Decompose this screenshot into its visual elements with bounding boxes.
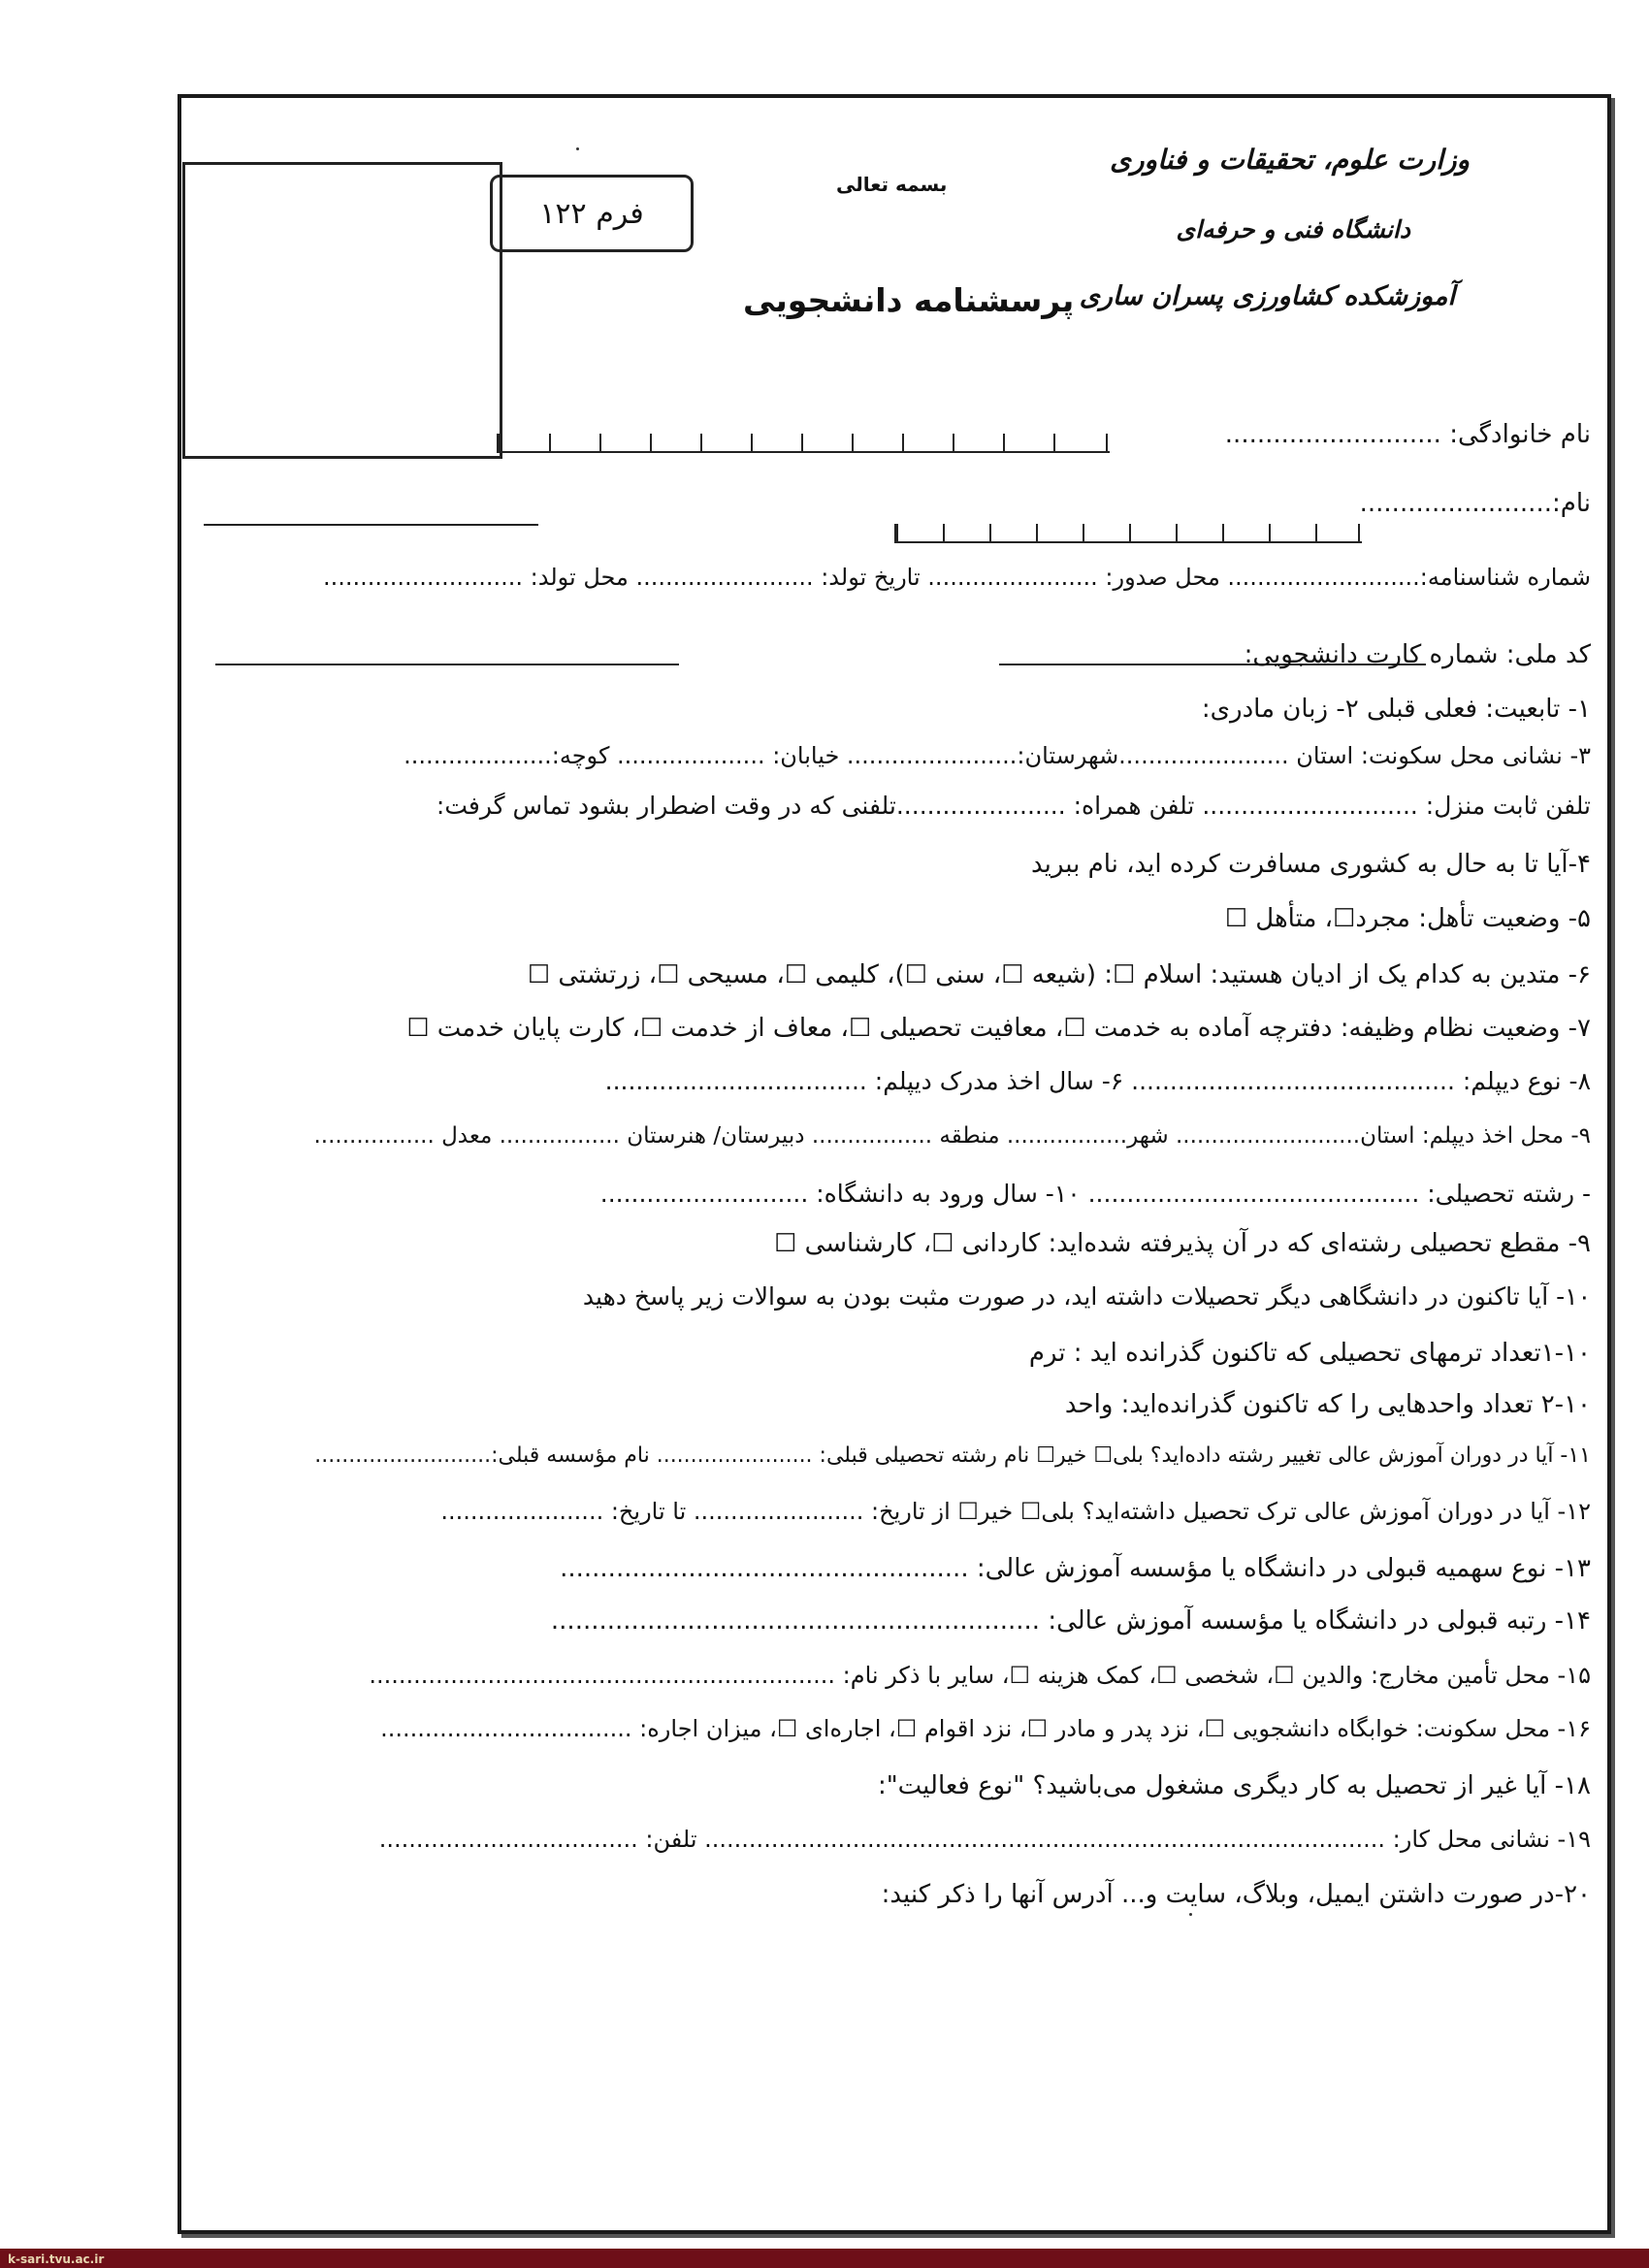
line-employment: ۱۸- آیا غیر از تحصیل به کار دیگری مشغول می‌باشید؟ "نوع فعالیت": [877,1771,1591,1800]
line-religion: ۶- متدین به کدام یک از ادیان هستید: اسلام ☐: (شیعه ☐، سنی ☐)، کلیمی ☐، مسیحی ☐، زرتشتی ☐ [527,960,1591,989]
student-card-line [215,664,679,665]
footer-link[interactable]: k-sari.tvu.ac.ir [8,2252,105,2266]
line-field-of-study: - رشته تحصیلی: ........................................... ۱۰- سال ورود به دانشگاه: ........................... [599,1180,1591,1208]
line-address: ۳- نشانی محل سکونت: استان .......................شهرستان:....................... خیابان: .................... کوچه:.................... [404,742,1591,769]
line-birth-certificate: شماره شناسنامه:.......................... محل صدور: ....................... تاریخ تولد: ........................ محل تولد: ........................... [323,564,1591,591]
line-major-change: ۱۱- آیا در دوران آموزش عالی تغییر رشته داده‌اید؟ بلی☐ خیر☐ نام رشته تحصیلی قبلی: ....................... نام مؤسسه قبلی:.......................... [314,1443,1591,1468]
form-number-box [490,175,694,252]
line-rank: ۱۴- رتبه قبولی در دانشگاه یا مؤسسه آموزش عالی: ............................................................. [550,1606,1591,1636]
besmellah: بسمه تعالی [836,173,948,196]
line-quota: ۱۳- نوع سهمیه قبولی در دانشگاه یا مؤسسه آموزش عالی: ................................................... [560,1554,1591,1583]
line-military-service: ۷- وضعیت نظام وظیفه: دفترچه آماده به خدمت ☐، معافیت تحصیلی ☐، معاف از خدمت ☐، کارت پایان خدمت ☐ [406,1014,1591,1043]
speck-mark [576,147,579,150]
college-name: آموزشکده کشاورزی پسران ساری [1079,281,1455,311]
university-name: دانشگاه فنی و حرفه‌ای [1176,215,1410,243]
line-diploma-type: ۸- نوع دیپلم: .......................................... ۶- سال اخذ مدرک دیپلم: .................................. [604,1067,1591,1095]
photo-box [182,162,502,459]
line-travel: ۴-آیا تا به حال به کشوری مسافرت کرده اید، نام ببرید [1031,850,1591,879]
signature-line [204,524,538,526]
speck-mark [1189,1913,1192,1916]
line-dropout: ۱۲- آیا در دوران آموزش عالی ترک تحصیل داشته‌اید؟ بلی☐ خیر☐ از تاریخ: ....................... تا تاریخ: ...................... [440,1498,1591,1525]
footer-ribbon [0,2249,1649,2268]
line-diploma-place: ۹- محل اخذ دیپلم: استان.......................... شهر................. منطقه ................. دبیرستان/ هنرستان ................. معدل ................. [313,1123,1591,1149]
line-expenses: ۱۵- محل تأمین مخارج: والدین ☐، شخصی ☐، کمک هزینه ☐، سایر با ذکر نام: ............................................................... [369,1662,1591,1689]
line-previous-university: ۱۰- آیا تاکنون در دانشگاهی دیگر تحصیلات داشته اید، در صورت مثبت بودن به سوالات زیر پاسخ دهید [582,1282,1591,1311]
line-degree-level: ۹- مقطع تحصیلی رشته‌ای که در آن پذیرفته شده‌اید: کاردانی ☐، کارشناسی ☐ [774,1229,1591,1258]
line-national-code: کد ملی: شماره کارت دانشجویی: [1244,640,1591,669]
line-terms-passed: ۱-۱۰تعداد ترمهای تحصیلی که تاکنون گذرانده اید : ترم [1028,1339,1591,1368]
first-name-comb [894,524,1362,543]
line-work-address: ۱۹- نشانی محل کار: ............................................................................................ تلفن: ................................... [378,1826,1591,1853]
ministry-name: وزارت علوم، تحقیقات و فناوری [1110,144,1470,176]
line-first-name: نام:........................ [1359,489,1591,518]
line-units-passed: ۲-۱۰ تعداد واحدهایی را که تاکنون گذرانده‌اید: واحد [1064,1390,1591,1419]
line-residence: ۱۶- محل سکونت: خوابگاه دانشجویی ☐، نزد پدر و مادر ☐، نزد اقوام ☐، اجاره‌ای ☐، میزان اجاره: .................................. [380,1715,1591,1742]
line-phone: تلفن ثابت منزل: ............................ تلفن همراه: ......................تلفنی که در وقت اضطرار بشود تماس گرفت: [436,792,1591,820]
line-email: ۲۰-در صورت داشتن ایمیل، وبلاگ، سایت و... آدرس آنها را ذکر کنید: [881,1880,1591,1909]
line-marital-status: ۵- وضعیت تأهل: مجرد☐، متأهل ☐ [1224,904,1591,933]
form-number: فرم ۱۲۲ [539,196,644,231]
line-nationality: ۱- تابعیت: فعلی قبلی ۲- زبان مادری: [1201,695,1591,724]
line-last-name: نام خانوادگی: ........................... [1224,420,1591,449]
last-name-comb [497,434,1110,453]
page-title: پرسشنامه دانشجویی [743,281,1075,319]
